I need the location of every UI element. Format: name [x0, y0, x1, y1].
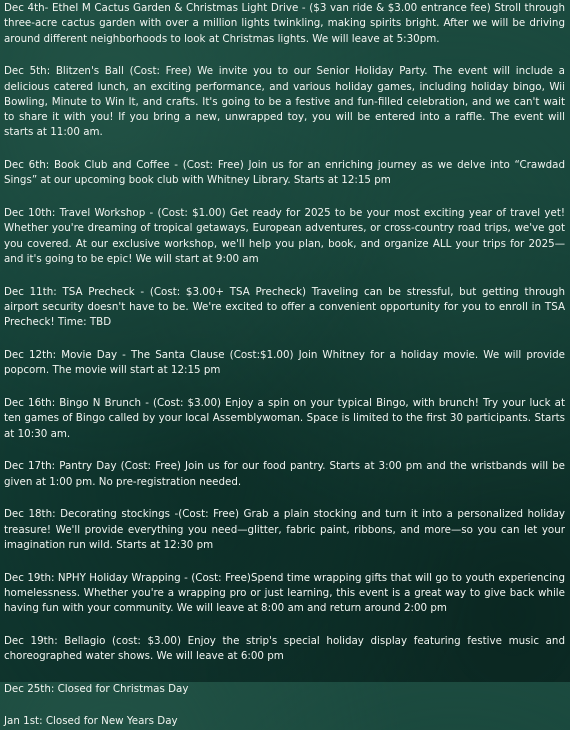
event-entry-dec-18: Dec 18th: Decorating stockings -(Cost: Free) Grab a plain stocking and turn it into a personalized holiday treasure! We'll provide everything you need—glitter, fabric paint, ribbons, and more—so you can let your imagination run wild. Starts at 12:30 pm — [4, 508, 565, 551]
event-entry-dec-16: Dec 16th: Bingo N Brunch - (Cost: $3.00) Enjoy a spin on your typical Bingo, with brunch! Try your luck at ten games of Bingo called by your local Assemblywoman. Space is limited to the first 30 participants. Starts at 10:30 am. — [4, 396, 565, 440]
event-entry-dec-11: Dec 11th: TSA Precheck - (Cost: $3.00+ TSA Precheck) Traveling can be stressful, but getting through airport security doesn't have to be. We're excited to offer a convenient opportunity for you to enroll in TSA Precheck! Time: TBD — [4, 285, 565, 329]
event-entry-dec-19-nphy: Dec 19th: NPHY Holiday Wrapping - (Cost: Free)Spend time wrapping gifts that will go to youth experiencing homelessness. Whether you're a wrapping pro or just learning, this event is a great way to give back while having fun with your community. We will leave at 8:00 am and return around 2:00 pm — [4, 571, 565, 615]
event-entry-dec-25: Dec 25th: Closed for Christmas Day — [4, 682, 189, 695]
event-entry-dec-17: Dec 17th: Pantry Day (Cost: Free) Join us for our food pantry. Starts at 3:00 pm and the wristbands will be given at 1:00 pm. No pre-registration needed. — [4, 460, 565, 488]
event-entry-dec-6: Dec 6th: Book Club and Coffee - (Cost: Free) Join us for an enriching journey as we delve into “Crawdad Sings” at our upcoming book club with Whitney Library. Starts at 12:15 pm — [4, 159, 565, 187]
event-entry-jan-1: Jan 1st: Closed for New Years Day — [4, 715, 178, 728]
event-entry-dec-19-bellagio: Dec 19th: Bellagio (cost: $3.00) Enjoy the strip's special holiday display featuring festive music and choreographed water shows. We will leave at 6:00 pm — [4, 634, 565, 663]
event-entry-dec-10: Dec 10th: Travel Workshop - (Cost: $1.00) Get ready for 2025 to be your most exciting year of travel yet! Whether you're dreaming of tropical getaways, European adventures, or cross-country road trips, we've got you covered. At our exclusive workshop, we'll help you plan, book, and organize ALL your trips for 2025—and it's going to be epic! We will start at 9:00 am — [4, 207, 565, 266]
event-entry-dec-5: Dec 5th: Blitzen's Ball (Cost: Free) We invite you to our Senior Holiday Party. The event will include a delicious catered lunch, an exciting performance, and various holiday games, including holiday bingo, Wii Bowling, Minute to Win It, and crafts. It's going to be a festive and fun-filled celebration, and we can't wait to share it with you! If you bring a new, unwrapped toy, you will be entered into a raffle. The event will starts at 11:00 am. — [4, 65, 565, 139]
event-entry-dec-12: Dec 12th: Movie Day - The Santa Clause (Cost:$1.00) Join Whitney for a holiday movie. We will provide popcorn. The movie will start at 12:15 pm — [4, 349, 565, 377]
event-entry-dec-4: Dec 4th- Ethel M Cactus Garden & Christmas Light Drive - ($3 van ride & $3.00 entrance fee) Stroll through three-acre cactus garden with over a million lights twinkling, making spirits bright. After we will be driving around different neighborhoods to look at Christmas lights. We will leave at 5:30pm. — [4, 2, 565, 45]
